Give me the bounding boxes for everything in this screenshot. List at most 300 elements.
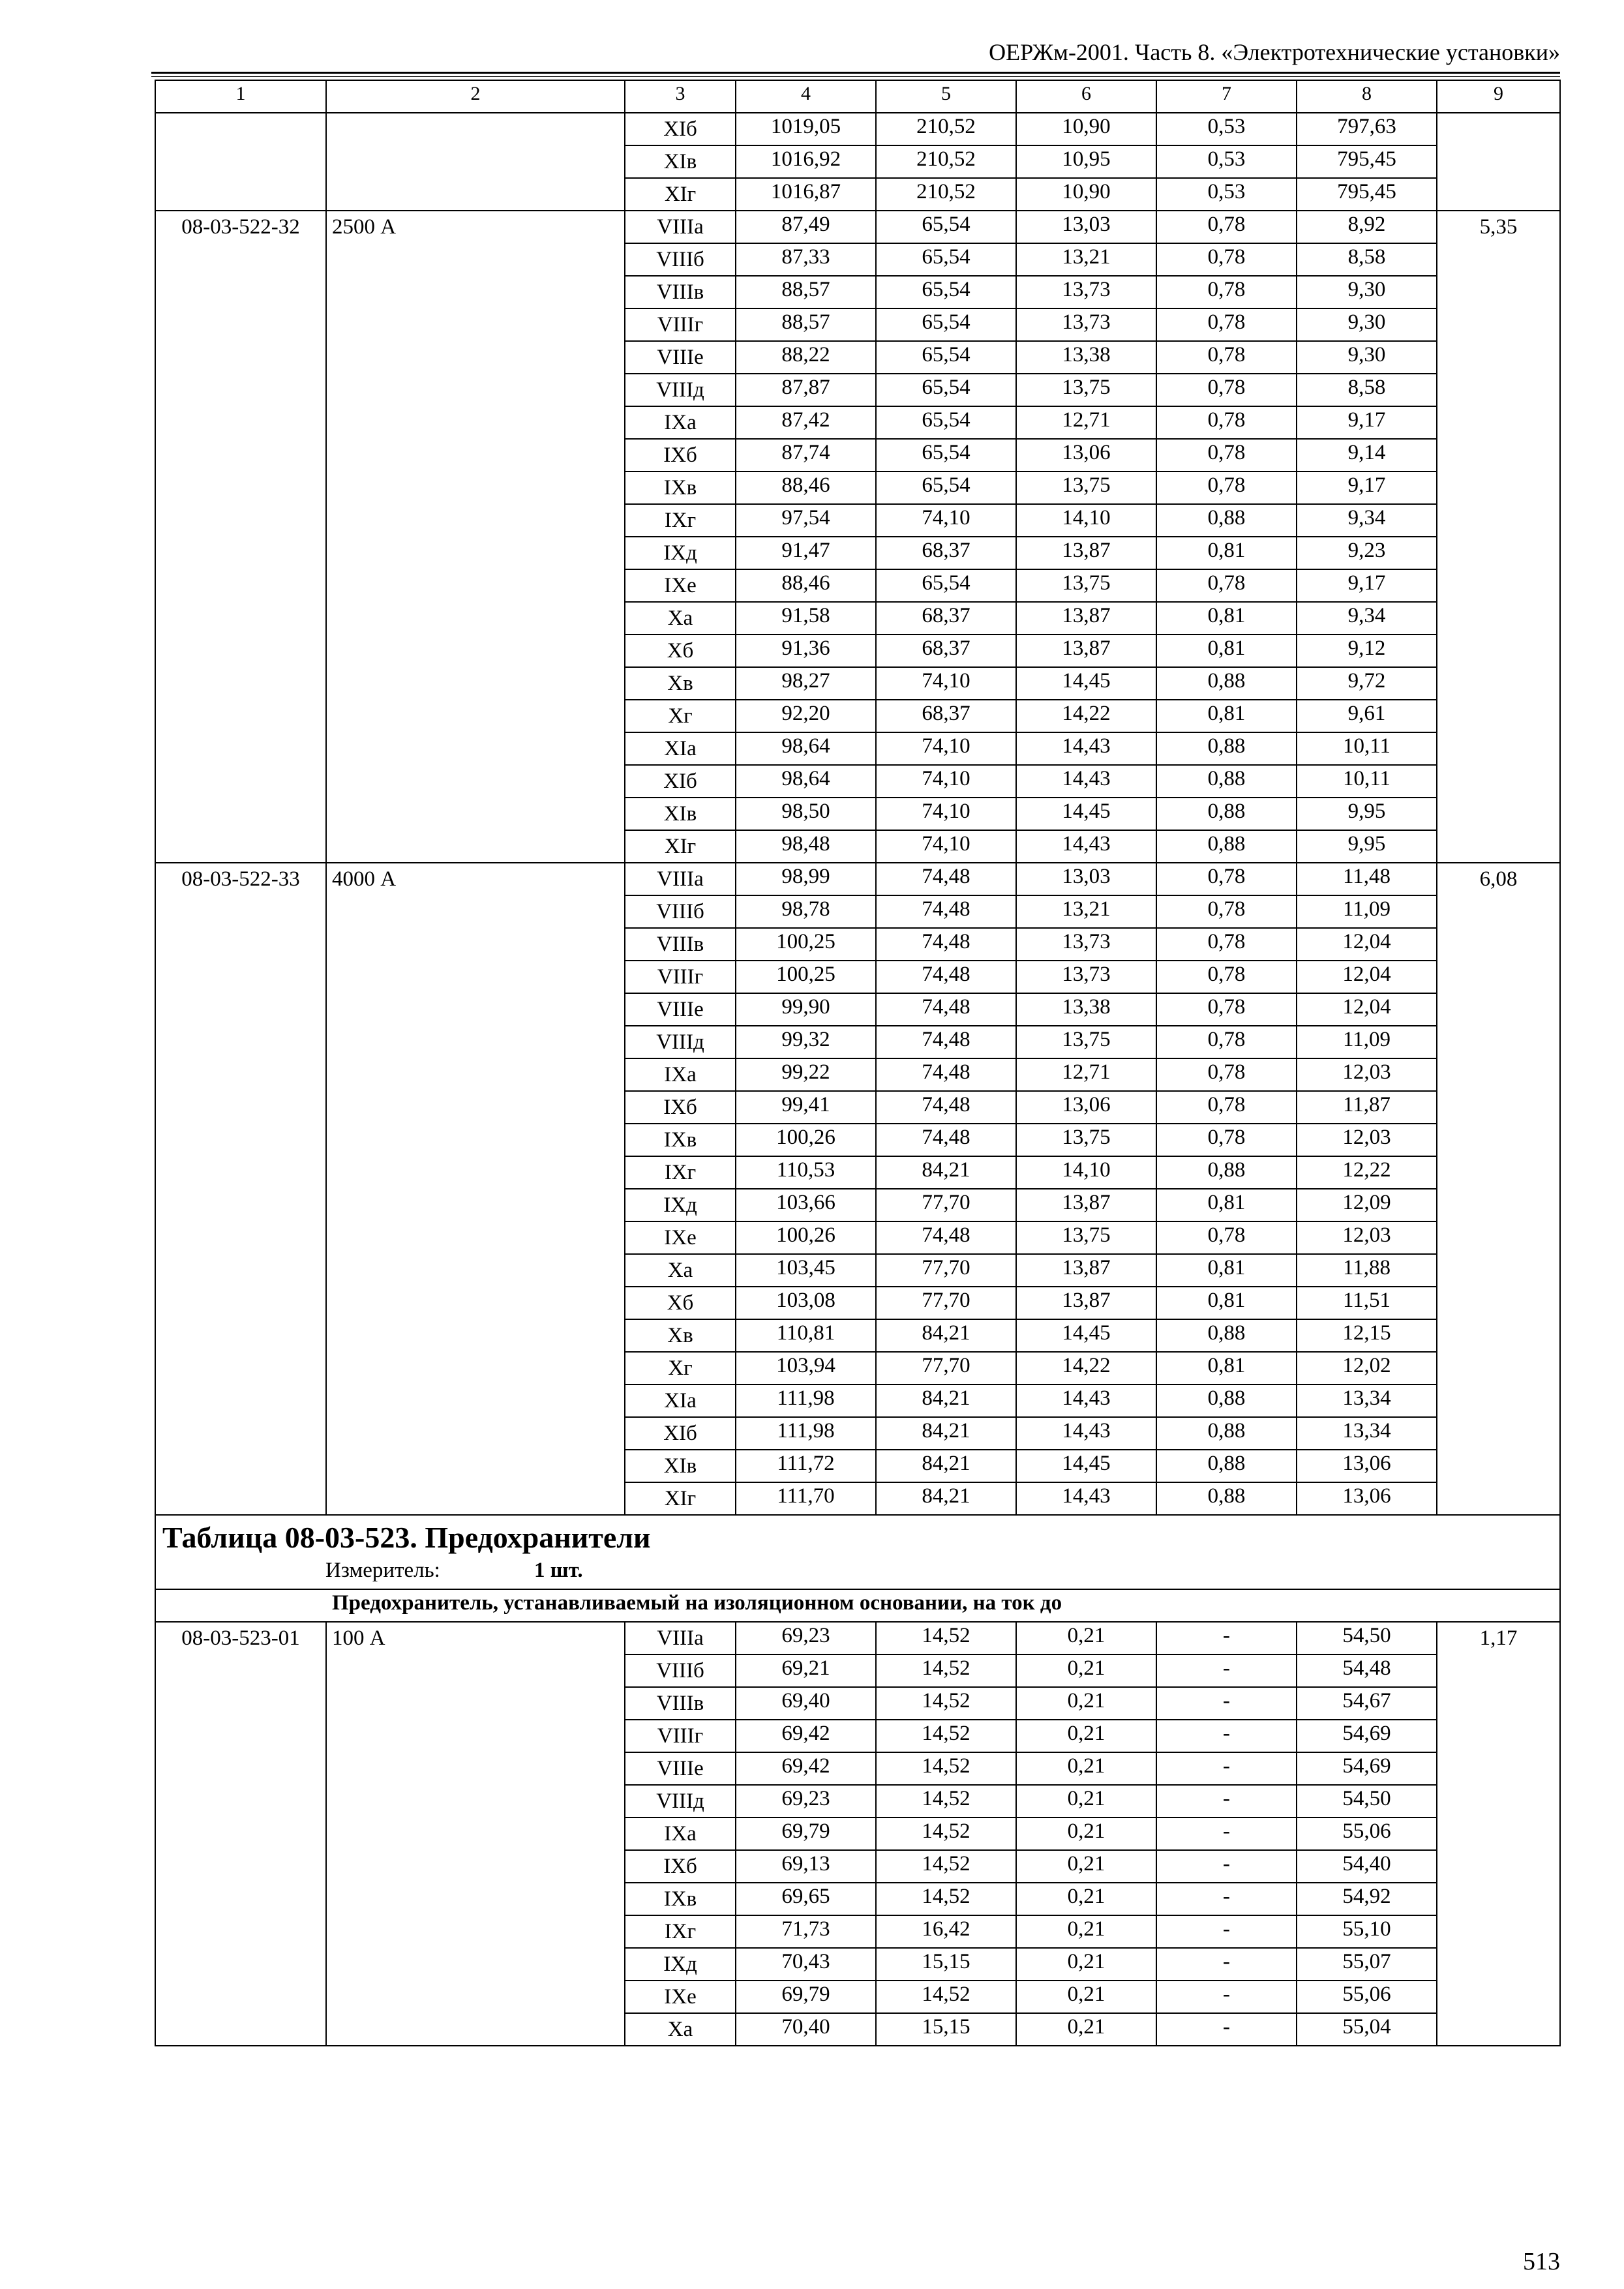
materials-cell: 12,09	[1297, 1189, 1437, 1221]
machinist-wages-cell: 0,78	[1156, 374, 1297, 406]
zone-cell: XIв	[625, 145, 736, 178]
zone-cell: Xг	[625, 1352, 736, 1384]
machinist-wages-cell: -	[1156, 1785, 1297, 1818]
machine-cost-cell: 10,90	[1016, 113, 1156, 145]
machine-cost-cell: 0,21	[1016, 1818, 1156, 1850]
machine-cost-cell: 14,43	[1016, 1384, 1156, 1417]
wages-cell: 65,54	[876, 439, 1016, 471]
direct-cost-cell: 88,46	[736, 569, 876, 602]
wages-cell: 14,52	[876, 1687, 1016, 1720]
direct-cost-cell: 70,43	[736, 1948, 876, 1981]
machinist-wages-cell: 0,78	[1156, 243, 1297, 276]
table-title: Таблица 08-03-523. Предохранители	[162, 1521, 651, 1554]
zone-cell: Xв	[625, 1319, 736, 1352]
column-number: 7	[1156, 80, 1297, 113]
direct-cost-cell: 103,45	[736, 1254, 876, 1287]
wages-cell: 68,37	[876, 602, 1016, 635]
zone-cell: VIIIг	[625, 308, 736, 341]
wages-cell: 65,54	[876, 406, 1016, 439]
rate-code	[155, 113, 326, 211]
wages-cell: 16,42	[876, 1915, 1016, 1948]
wages-cell: 68,37	[876, 537, 1016, 569]
materials-cell: 13,34	[1297, 1417, 1437, 1450]
materials-cell: 9,30	[1297, 341, 1437, 374]
wages-cell: 77,70	[876, 1189, 1016, 1221]
materials-cell: 11,09	[1297, 1026, 1437, 1058]
wages-cell: 14,52	[876, 1622, 1016, 1654]
wages-cell: 14,52	[876, 1752, 1016, 1785]
machinist-wages-cell: -	[1156, 1752, 1297, 1785]
direct-cost-cell: 99,22	[736, 1058, 876, 1091]
materials-cell: 11,09	[1297, 895, 1437, 928]
direct-cost-cell: 91,47	[736, 537, 876, 569]
zone-cell: Xв	[625, 667, 736, 700]
machinist-wages-cell: 0,81	[1156, 1352, 1297, 1384]
meter-unit: 1 шт.	[534, 1559, 583, 1582]
rate-code: 08-03-522-32	[155, 211, 326, 863]
wages-cell: 74,48	[876, 895, 1016, 928]
direct-cost-cell: 92,20	[736, 700, 876, 732]
machine-cost-cell: 0,21	[1016, 1883, 1156, 1915]
zone-cell: XIг	[625, 830, 736, 863]
machine-cost-cell: 13,21	[1016, 895, 1156, 928]
direct-cost-cell: 98,48	[736, 830, 876, 863]
direct-cost-cell: 69,40	[736, 1687, 876, 1720]
zone-cell: IXе	[625, 1981, 736, 2013]
machine-cost-cell: 13,87	[1016, 1189, 1156, 1221]
machine-cost-cell: 13,73	[1016, 276, 1156, 308]
materials-cell: 12,04	[1297, 993, 1437, 1026]
machine-cost-cell: 13,87	[1016, 537, 1156, 569]
machinist-wages-cell: 0,78	[1156, 1026, 1297, 1058]
rates-table	[155, 80, 1561, 2046]
wages-cell: 77,70	[876, 1352, 1016, 1384]
wages-cell: 14,52	[876, 1850, 1016, 1883]
materials-cell: 12,03	[1297, 1124, 1437, 1156]
materials-cell: 9,17	[1297, 569, 1437, 602]
machine-cost-cell: 13,87	[1016, 1287, 1156, 1319]
materials-cell: 8,58	[1297, 243, 1437, 276]
machinist-wages-cell: -	[1156, 1948, 1297, 1981]
column-number: 1	[155, 80, 326, 113]
direct-cost-cell: 88,57	[736, 308, 876, 341]
materials-cell: 795,45	[1297, 145, 1437, 178]
wages-cell: 210,52	[876, 113, 1016, 145]
machine-cost-cell: 13,73	[1016, 961, 1156, 993]
materials-cell: 54,50	[1297, 1622, 1437, 1654]
machinist-wages-cell: -	[1156, 1654, 1297, 1687]
zone-cell: Xа	[625, 1254, 736, 1287]
zone-cell: XIа	[625, 1384, 736, 1417]
zone-cell: IXе	[625, 1221, 736, 1254]
machinist-wages-cell: 0,78	[1156, 863, 1297, 895]
machinist-wages-cell: 0,88	[1156, 830, 1297, 863]
wages-cell: 84,21	[876, 1450, 1016, 1482]
materials-cell: 55,04	[1297, 2013, 1437, 2046]
direct-cost-cell: 91,36	[736, 635, 876, 667]
machine-cost-cell: 13,75	[1016, 569, 1156, 602]
machine-cost-cell: 0,21	[1016, 1622, 1156, 1654]
wages-cell: 74,48	[876, 863, 1016, 895]
machinist-wages-cell: 0,78	[1156, 993, 1297, 1026]
direct-cost-cell: 71,73	[736, 1915, 876, 1948]
machinist-wages-cell: 0,78	[1156, 276, 1297, 308]
wages-cell: 65,54	[876, 341, 1016, 374]
direct-cost-cell: 87,87	[736, 374, 876, 406]
wages-cell: 77,70	[876, 1254, 1016, 1287]
materials-cell: 11,51	[1297, 1287, 1437, 1319]
machine-cost-cell: 14,43	[1016, 830, 1156, 863]
wages-cell: 15,15	[876, 1948, 1016, 1981]
direct-cost-cell: 87,74	[736, 439, 876, 471]
machinist-wages-cell: 0,78	[1156, 1058, 1297, 1091]
direct-cost-cell: 100,25	[736, 928, 876, 961]
machine-cost-cell: 14,45	[1016, 798, 1156, 830]
direct-cost-cell: 99,90	[736, 993, 876, 1026]
direct-cost-cell: 69,13	[736, 1850, 876, 1883]
direct-cost-cell: 98,99	[736, 863, 876, 895]
machinist-wages-cell: 0,78	[1156, 471, 1297, 504]
machine-cost-cell: 14,10	[1016, 1156, 1156, 1189]
machine-cost-cell: 13,06	[1016, 439, 1156, 471]
section-header	[155, 1515, 1560, 1589]
wages-cell: 65,54	[876, 243, 1016, 276]
machinist-wages-cell: -	[1156, 1915, 1297, 1948]
direct-cost-cell: 87,42	[736, 406, 876, 439]
machinist-wages-cell: 0,88	[1156, 1417, 1297, 1450]
machinist-wages-cell: 0,53	[1156, 113, 1297, 145]
direct-cost-cell: 111,98	[736, 1417, 876, 1450]
materials-cell: 11,48	[1297, 863, 1437, 895]
direct-cost-cell: 69,42	[736, 1752, 876, 1785]
materials-cell: 55,10	[1297, 1915, 1437, 1948]
materials-cell: 795,45	[1297, 178, 1437, 211]
machinist-wages-cell: 0,78	[1156, 1124, 1297, 1156]
machine-cost-cell: 13,75	[1016, 374, 1156, 406]
materials-cell: 55,06	[1297, 1818, 1437, 1850]
direct-cost-cell: 98,78	[736, 895, 876, 928]
machine-cost-cell: 13,87	[1016, 635, 1156, 667]
materials-cell: 12,03	[1297, 1221, 1437, 1254]
machine-cost-cell: 13,03	[1016, 211, 1156, 243]
machinist-wages-cell: 0,81	[1156, 1254, 1297, 1287]
machine-cost-cell: 13,21	[1016, 243, 1156, 276]
direct-cost-cell: 111,98	[736, 1384, 876, 1417]
zone-cell: IXд	[625, 1948, 736, 1981]
header-rule	[151, 72, 1560, 77]
zone-cell: VIIIг	[625, 961, 736, 993]
direct-cost-cell: 98,64	[736, 732, 876, 765]
materials-cell: 54,40	[1297, 1850, 1437, 1883]
direct-cost-cell: 69,79	[736, 1981, 876, 2013]
machinist-wages-cell: -	[1156, 1850, 1297, 1883]
wages-cell: 74,48	[876, 1221, 1016, 1254]
direct-cost-cell: 98,50	[736, 798, 876, 830]
zone-cell: IXг	[625, 1915, 736, 1948]
machinist-wages-cell: 0,53	[1156, 145, 1297, 178]
machinist-wages-cell: 0,88	[1156, 1482, 1297, 1515]
machinist-wages-cell: 0,88	[1156, 732, 1297, 765]
machinist-wages-cell: -	[1156, 1622, 1297, 1654]
wages-cell: 74,48	[876, 1058, 1016, 1091]
zone-cell: Xб	[625, 635, 736, 667]
materials-cell: 12,04	[1297, 961, 1437, 993]
direct-cost-cell: 69,79	[736, 1818, 876, 1850]
zone-cell: IXг	[625, 504, 736, 537]
zone-cell: VIIIе	[625, 1752, 736, 1785]
materials-cell: 54,50	[1297, 1785, 1437, 1818]
materials-cell: 13,06	[1297, 1482, 1437, 1515]
direct-cost-cell: 1016,92	[736, 145, 876, 178]
zone-cell: VIIIд	[625, 1026, 736, 1058]
machine-cost-cell: 0,21	[1016, 1981, 1156, 2013]
machinist-wages-cell: 0,88	[1156, 667, 1297, 700]
direct-cost-cell: 97,54	[736, 504, 876, 537]
machine-cost-cell: 13,87	[1016, 1254, 1156, 1287]
zone-cell: XIа	[625, 732, 736, 765]
machine-cost-cell: 14,43	[1016, 732, 1156, 765]
wages-cell: 68,37	[876, 635, 1016, 667]
machine-cost-cell: 12,71	[1016, 1058, 1156, 1091]
machine-cost-cell: 13,75	[1016, 1026, 1156, 1058]
materials-cell: 9,17	[1297, 406, 1437, 439]
wages-cell: 68,37	[876, 700, 1016, 732]
zone-cell: VIIIб	[625, 1654, 736, 1687]
zone-cell: IXа	[625, 1058, 736, 1091]
table-body	[155, 80, 1560, 2046]
equipment-mass-cell: 1,17	[1437, 1622, 1560, 2046]
zone-cell: VIIIд	[625, 374, 736, 406]
machine-cost-cell: 14,43	[1016, 1482, 1156, 1515]
table-row	[155, 211, 1560, 243]
wages-cell: 74,10	[876, 765, 1016, 798]
direct-cost-cell: 69,23	[736, 1785, 876, 1818]
machine-cost-cell: 14,45	[1016, 1450, 1156, 1482]
column-number: 5	[876, 80, 1016, 113]
materials-cell: 13,34	[1297, 1384, 1437, 1417]
zone-cell: VIIIа	[625, 863, 736, 895]
zone-cell: VIIIв	[625, 1687, 736, 1720]
rate-name	[326, 113, 625, 211]
wages-cell: 74,10	[876, 667, 1016, 700]
wages-cell: 84,21	[876, 1482, 1016, 1515]
machinist-wages-cell: 0,88	[1156, 798, 1297, 830]
machinist-wages-cell: 0,78	[1156, 439, 1297, 471]
direct-cost-cell: 1016,87	[736, 178, 876, 211]
materials-cell: 9,30	[1297, 276, 1437, 308]
zone-cell: IXа	[625, 1818, 736, 1850]
machine-cost-cell: 13,87	[1016, 602, 1156, 635]
materials-cell: 9,72	[1297, 667, 1437, 700]
zone-cell: VIIIв	[625, 276, 736, 308]
machine-cost-cell: 0,21	[1016, 1720, 1156, 1752]
wages-cell: 74,48	[876, 1091, 1016, 1124]
machinist-wages-cell: 0,78	[1156, 961, 1297, 993]
machine-cost-cell: 10,95	[1016, 145, 1156, 178]
machine-cost-cell: 0,21	[1016, 1654, 1156, 1687]
machinist-wages-cell: 0,78	[1156, 406, 1297, 439]
zone-cell: VIIIв	[625, 928, 736, 961]
materials-cell: 9,12	[1297, 635, 1437, 667]
wages-cell: 65,54	[876, 569, 1016, 602]
column-number: 9	[1437, 80, 1560, 113]
machinist-wages-cell: -	[1156, 1818, 1297, 1850]
rate-code: 08-03-522-33	[155, 863, 326, 1515]
machinist-wages-cell: -	[1156, 1981, 1297, 2013]
wages-cell: 74,48	[876, 993, 1016, 1026]
wages-cell: 210,52	[876, 145, 1016, 178]
wages-cell: 65,54	[876, 374, 1016, 406]
direct-cost-cell: 70,40	[736, 2013, 876, 2046]
wages-cell: 74,10	[876, 732, 1016, 765]
zone-cell: VIIIа	[625, 211, 736, 243]
machine-cost-cell: 14,45	[1016, 1319, 1156, 1352]
machinist-wages-cell: 0,81	[1156, 537, 1297, 569]
machinist-wages-cell: -	[1156, 1720, 1297, 1752]
machine-cost-cell: 0,21	[1016, 1752, 1156, 1785]
column-number: 4	[736, 80, 876, 113]
machinist-wages-cell: 0,88	[1156, 504, 1297, 537]
direct-cost-cell: 87,33	[736, 243, 876, 276]
wages-cell: 14,52	[876, 1883, 1016, 1915]
zone-cell: Xг	[625, 700, 736, 732]
machinist-wages-cell: 0,78	[1156, 1221, 1297, 1254]
machine-cost-cell: 0,21	[1016, 1785, 1156, 1818]
wages-cell: 74,48	[876, 1124, 1016, 1156]
direct-cost-cell: 91,58	[736, 602, 876, 635]
materials-cell: 12,03	[1297, 1058, 1437, 1091]
direct-cost-cell: 87,49	[736, 211, 876, 243]
machine-cost-cell: 14,22	[1016, 1352, 1156, 1384]
machinist-wages-cell: 0,88	[1156, 1450, 1297, 1482]
machinist-wages-cell: 0,88	[1156, 765, 1297, 798]
machine-cost-cell: 0,21	[1016, 1687, 1156, 1720]
materials-cell: 54,92	[1297, 1883, 1437, 1915]
equipment-mass-cell	[1437, 113, 1560, 211]
subsection-heading: Предохранитель, устанавливаемый на изоляционном основании, на ток до	[155, 1589, 1560, 1622]
column-number: 8	[1297, 80, 1437, 113]
wages-cell: 65,54	[876, 471, 1016, 504]
machinist-wages-cell: 0,78	[1156, 211, 1297, 243]
machine-cost-cell: 0,21	[1016, 1850, 1156, 1883]
direct-cost-cell: 98,64	[736, 765, 876, 798]
zone-cell: IXв	[625, 471, 736, 504]
direct-cost-cell: 69,65	[736, 1883, 876, 1915]
rate-code: 08-03-523-01	[155, 1622, 326, 2046]
wages-cell: 14,52	[876, 1818, 1016, 1850]
materials-cell: 11,88	[1297, 1254, 1437, 1287]
machinist-wages-cell: 0,78	[1156, 308, 1297, 341]
machine-cost-cell: 13,75	[1016, 1124, 1156, 1156]
zone-cell: VIIIб	[625, 895, 736, 928]
materials-cell: 54,69	[1297, 1752, 1437, 1785]
wages-cell: 74,10	[876, 504, 1016, 537]
direct-cost-cell: 111,72	[736, 1450, 876, 1482]
zone-cell: IXг	[625, 1156, 736, 1189]
machinist-wages-cell: 0,78	[1156, 928, 1297, 961]
materials-cell: 10,11	[1297, 732, 1437, 765]
direct-cost-cell: 88,46	[736, 471, 876, 504]
machine-cost-cell: 14,43	[1016, 1417, 1156, 1450]
zone-cell: VIIIа	[625, 1622, 736, 1654]
zone-cell: IXа	[625, 406, 736, 439]
zone-cell: VIIIг	[625, 1720, 736, 1752]
materials-cell: 9,30	[1297, 308, 1437, 341]
machine-cost-cell: 13,38	[1016, 341, 1156, 374]
materials-cell: 11,87	[1297, 1091, 1437, 1124]
machinist-wages-cell: 0,88	[1156, 1156, 1297, 1189]
wages-cell: 74,48	[876, 961, 1016, 993]
zone-cell: VIIIе	[625, 341, 736, 374]
zone-cell: Xб	[625, 1287, 736, 1319]
wages-cell: 14,52	[876, 1981, 1016, 2013]
zone-cell: XIг	[625, 178, 736, 211]
page-number: 513	[1523, 2248, 1560, 2275]
machinist-wages-cell: 0,53	[1156, 178, 1297, 211]
machine-cost-cell: 10,90	[1016, 178, 1156, 211]
machinist-wages-cell: 0,78	[1156, 1091, 1297, 1124]
table-row	[155, 113, 1560, 145]
zone-cell: XIв	[625, 798, 736, 830]
wages-cell: 65,54	[876, 211, 1016, 243]
wages-cell: 74,48	[876, 1026, 1016, 1058]
machinist-wages-cell: 0,81	[1156, 635, 1297, 667]
machinist-wages-cell: 0,78	[1156, 341, 1297, 374]
column-number: 2	[326, 80, 625, 113]
direct-cost-cell: 100,25	[736, 961, 876, 993]
wages-cell: 74,10	[876, 830, 1016, 863]
machinist-wages-cell: 0,81	[1156, 1287, 1297, 1319]
direct-cost-cell: 100,26	[736, 1124, 876, 1156]
machine-cost-cell: 14,43	[1016, 765, 1156, 798]
materials-cell: 54,48	[1297, 1654, 1437, 1687]
direct-cost-cell: 103,08	[736, 1287, 876, 1319]
machinist-wages-cell: -	[1156, 1883, 1297, 1915]
materials-cell: 12,15	[1297, 1319, 1437, 1352]
machine-cost-cell: 14,45	[1016, 667, 1156, 700]
wages-cell: 65,54	[876, 308, 1016, 341]
materials-cell: 12,02	[1297, 1352, 1437, 1384]
zone-cell: VIIIд	[625, 1785, 736, 1818]
machinist-wages-cell: -	[1156, 1687, 1297, 1720]
materials-cell: 9,17	[1297, 471, 1437, 504]
machine-cost-cell: 0,21	[1016, 1915, 1156, 1948]
zone-cell: IXб	[625, 1091, 736, 1124]
direct-cost-cell: 103,66	[736, 1189, 876, 1221]
materials-cell: 9,61	[1297, 700, 1437, 732]
direct-cost-cell: 103,94	[736, 1352, 876, 1384]
materials-cell: 9,95	[1297, 798, 1437, 830]
materials-cell: 9,34	[1297, 602, 1437, 635]
zone-cell: Xа	[625, 602, 736, 635]
machine-cost-cell: 13,75	[1016, 471, 1156, 504]
rate-name: 4000 А	[326, 863, 625, 1515]
machinist-wages-cell: 0,88	[1156, 1384, 1297, 1417]
machine-cost-cell: 13,75	[1016, 1221, 1156, 1254]
machine-cost-cell: 14,22	[1016, 700, 1156, 732]
rate-name: 2500 А	[326, 211, 625, 863]
zone-cell: IXв	[625, 1124, 736, 1156]
machine-cost-cell: 0,21	[1016, 1948, 1156, 1981]
materials-cell: 9,34	[1297, 504, 1437, 537]
machine-cost-cell: 13,06	[1016, 1091, 1156, 1124]
zone-cell: IXб	[625, 439, 736, 471]
zone-cell: IXв	[625, 1883, 736, 1915]
wages-cell: 65,54	[876, 276, 1016, 308]
zone-cell: XIб	[625, 1417, 736, 1450]
wages-cell: 74,48	[876, 928, 1016, 961]
direct-cost-cell: 111,70	[736, 1482, 876, 1515]
